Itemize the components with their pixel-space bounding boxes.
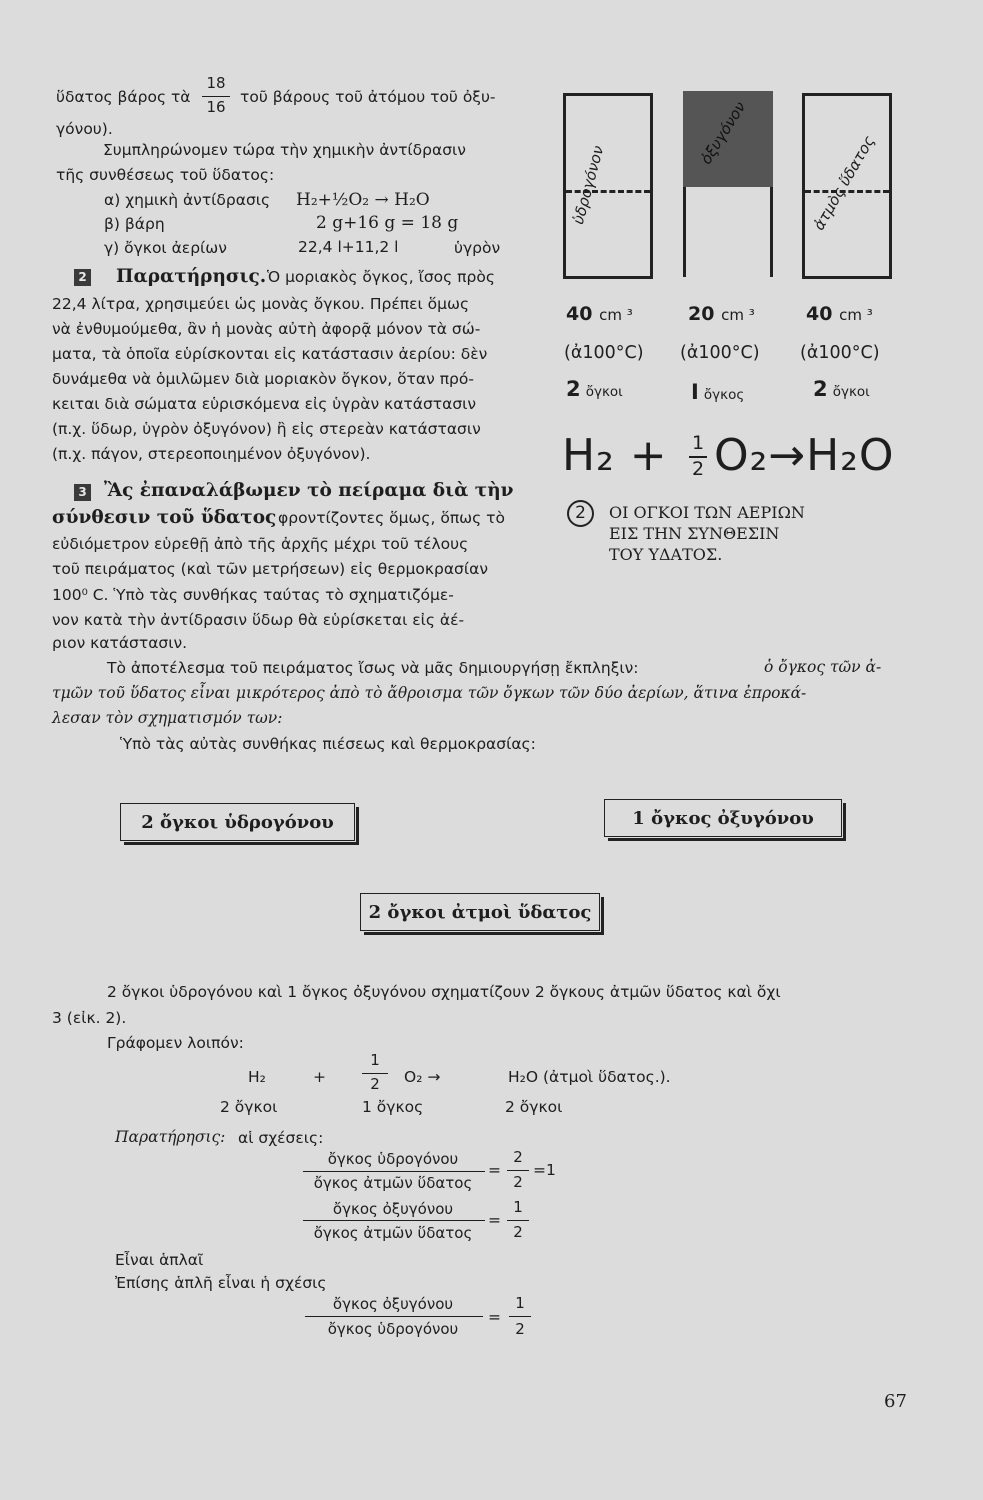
- fraction-line: [507, 1170, 529, 1171]
- text-line: 100⁰ C. Ὑπὸ τὰς συνθήκας ταύτας τὸ σχηματιζόμε-: [52, 586, 454, 604]
- text-line: 2 ὄγκοι ὑδρογόνου καὶ 1 ὄγκος ὀξυγόνου σχηματίζουν 2 ὄγκους ἀτμῶν ὕδατος καὶ ὄχι: [107, 983, 781, 1001]
- reaction-value: 22,4 l+11,2 l: [298, 238, 399, 256]
- fraction-denominator: 2: [513, 1223, 523, 1241]
- ratio-numerator: ὄγκος ὑδρογόνου: [327, 1150, 459, 1168]
- reaction-label: α) χημικὴ ἀντίδρασις: [104, 191, 271, 209]
- text-line: Ὁ μοριακὸς ὄγκος, ἴσος πρὸς: [267, 268, 495, 286]
- cylinder-oxygen: [683, 91, 773, 277]
- text-line: κειται διὰ σώματα εὑρισκόμενα εἰς ὑγρὰν κατάστασιν: [52, 395, 477, 413]
- text-line: Ἐπίσης ἁπλῆ εἶναι ἡ σχέσις: [115, 1274, 327, 1292]
- volume-readout: 20 cm ³: [688, 303, 755, 325]
- fraction-numerator: 1: [370, 1051, 380, 1069]
- text-line: δυνάμεθα νὰ ὁμιλῶμεν διὰ μοριακὸν ὄγκον, ὅταν πρό-: [52, 370, 474, 388]
- text-line: νον κατὰ τὴν ἀντίδρασιν ὕδωρ θὰ εὑρίσκεται εἰς ἀέ-: [52, 611, 465, 629]
- fraction-line: [303, 1220, 485, 1221]
- section-badge: 3: [74, 484, 91, 501]
- fraction-denominator: 2: [513, 1173, 523, 1191]
- text-line: νὰ ἐνθυμούμεθα, ἂν ἡ μονὰς αὐτὴ ἀφορᾷ μόνον τὰ σώ-: [52, 320, 481, 338]
- equals-sign: =: [488, 1211, 501, 1229]
- fraction-line: [303, 1171, 485, 1172]
- section-badge: 2: [74, 269, 91, 286]
- equals-sign: =: [488, 1161, 501, 1179]
- count-label: I ὄγκος: [691, 380, 745, 404]
- count-label: 2 ὄγκοι: [566, 377, 623, 401]
- equation-term: H₂O (ἀτμοὶ ὕδατος.).: [508, 1068, 671, 1086]
- italic-text: λεσαν τὸν σχηματισμόν των:: [52, 709, 283, 727]
- ratio-numerator: ὄγκος ὀξυγόνου: [332, 1295, 454, 1313]
- fraction-line: [362, 1073, 388, 1074]
- box-hydrogen-volumes: 2 ὄγκοι ὑδρογόνου: [120, 803, 355, 841]
- reaction-value: H₂+½O₂ → H₂O: [296, 190, 430, 210]
- text-line: Τὸ ἀποτέλεσμα τοῦ πειράματος ἴσως νὰ μᾶς δημιουργήσῃ ἔκπληξιν:: [107, 659, 639, 677]
- text-line: τοῦ πειράματος (καὶ τῶν μετρήσεων) εἰς θερμοκρασίαν: [52, 560, 488, 578]
- fraction-denominator: 2: [370, 1075, 380, 1093]
- box-steam-volumes: 2 ὄγκοι ἀτμοὶ ὕδατος: [360, 893, 600, 931]
- text-line: Ὑπὸ τὰς αὐτὰς συνθήκας πιέσεως καὶ θερμοκρασίας:: [120, 735, 536, 753]
- text-line: φροντίζοντες ὅμως, ὅπως τὸ: [278, 509, 505, 527]
- fraction-line: [509, 1316, 531, 1317]
- volume-label: 2 ὄγκοι: [220, 1098, 278, 1116]
- text-line: τοῦ βάρους τοῦ ἀτόμου τοῦ ὀξυ-: [240, 88, 496, 106]
- fraction-numerator: 1: [513, 1198, 523, 1216]
- text-line: 22,4 λίτρα, χρησιμεύει ὡς μονὰς ὄγκου. Πρέπει ὅμως: [52, 295, 470, 313]
- reaction-value: 2 g+16 g = 18 g: [316, 213, 459, 233]
- ratio-denominator: ὄγκος ἀτμῶν ὕδατος: [313, 1174, 473, 1192]
- cylinder-hydrogen: [563, 93, 653, 279]
- equation-fraction-den: 2: [691, 458, 705, 480]
- text-line: Εἶναι ἁπλαῖ: [115, 1251, 204, 1269]
- text-line: εὐδιόμετρον εὑρεθῇ ἀπὸ τῆς ἀρχῆς μέχρι τοῦ τέλους: [52, 535, 469, 553]
- text-line: γόνου).: [56, 120, 113, 138]
- reaction-extra: ὑγρὸν: [454, 239, 501, 257]
- section-heading: Ἂς ἐπαναλάβωμεν τὸ πείραμα διὰ τὴν: [104, 480, 514, 501]
- cylinder-steam: [802, 93, 892, 279]
- text-line: ὕδατος βάρος τὰ: [56, 88, 191, 106]
- italic-text: τμῶν τοῦ ὕδατος εἶναι μικρότερος ἀπὸ τὸ ἄθροισμα τῶν ὄγκων τῶν δύο ἀερίων, ἅτινα ἐπροκά-: [52, 684, 807, 702]
- fraction-numerator: 18: [206, 74, 226, 92]
- fraction-line: [507, 1220, 529, 1221]
- italic-text: ὁ ὄγκος τῶν ἀ-: [764, 658, 882, 676]
- cylinder-label: ὀξυγόνον: [696, 98, 750, 168]
- ratio-numerator: ὄγκος ὀξυγόνου: [332, 1200, 454, 1218]
- text-line: ματα, τὰ ὁποῖα εὑρίσκονται εἰς κατάστασιν ἀερίου: δὲν: [52, 345, 488, 363]
- reaction-label: γ) ὄγκοι ἀερίων: [104, 239, 227, 257]
- text-line: (π.χ. ὕδωρ, ὑγρὸν ὀξυγόνον) ἢ εἰς στερεὰν κατάστασιν: [52, 420, 481, 438]
- text-line: αἱ σχέσεις:: [238, 1129, 324, 1147]
- text-line: (π.χ. πάγον, στερεοποιημένον ὀξυγόνον).: [52, 445, 371, 463]
- volume-readout: 40 cm ³: [806, 303, 873, 325]
- text-line: ριον κατάστασιν.: [52, 634, 188, 652]
- fraction-numerator: 1: [515, 1294, 525, 1312]
- fraction-numerator: 2: [513, 1148, 523, 1166]
- text-line: Γράφομεν λοιπόν:: [107, 1034, 244, 1052]
- volume-label: 2 ὄγκοι: [505, 1098, 563, 1116]
- section-heading: Παρατήρησις.: [116, 266, 267, 287]
- fraction-denominator: 2: [515, 1320, 525, 1338]
- volume-readout: 40 cm ³: [566, 303, 633, 325]
- fraction-line: [305, 1316, 483, 1317]
- text-line: Συμπληρώνομεν τώρα τὴν χημικὴν ἀντίδρασιν: [103, 141, 466, 159]
- page-number: 67: [884, 1391, 907, 1412]
- temperature-label: (ἀ100°C): [680, 343, 760, 363]
- equation-right: O₂→H₂O: [714, 430, 895, 481]
- caption-line: ΟΙ ΟΓΚΟΙ ΤΩΝ ΑΕΡΙΩΝ: [609, 503, 805, 522]
- caption-number: 2: [567, 500, 594, 527]
- caption-line: ΕΙΣ ΤΗΝ ΣΥΝΘΕΣΙΝ: [609, 524, 780, 543]
- equation-term: O₂ →: [404, 1068, 441, 1086]
- fraction-denominator: 16: [206, 98, 226, 116]
- equation-term: +: [313, 1068, 326, 1086]
- temperature-label: (ἀ100°C): [564, 343, 644, 363]
- caption-line: ΤΟΥ ΥΔΑΤΟΣ.: [609, 545, 723, 564]
- fraction-line: [202, 96, 230, 97]
- cylinder-label: ἀτμὸς ὕδατος: [809, 132, 879, 234]
- equation-term: H₂: [248, 1068, 266, 1086]
- temperature-label: (ἀ100°C): [800, 343, 880, 363]
- box-oxygen-volume: 1 ὄγκος ὀξυγόνου: [604, 799, 842, 837]
- cylinder-label: ὑδρογόνον: [569, 143, 608, 227]
- text-line: τῆς συνθέσεως τοῦ ὕδατος:: [56, 166, 275, 184]
- text-line: 3 (εἰκ. 2).: [52, 1009, 127, 1027]
- ratio-result: =1: [533, 1161, 556, 1179]
- equation-left: H₂ +: [562, 430, 668, 481]
- reaction-label: β) βάρη: [104, 215, 165, 233]
- ratio-denominator: ὄγκος ἀτμῶν ὕδατος: [313, 1224, 473, 1242]
- equation-fraction-num: 1: [691, 432, 705, 454]
- ratio-denominator: ὄγκος ὑδρογόνου: [327, 1320, 459, 1338]
- count-label: 2 ὄγκοι: [813, 377, 870, 401]
- italic-label: Παρατήρησις:: [115, 1128, 226, 1146]
- empty-space: [686, 187, 770, 277]
- volume-label: 1 ὄγκος: [362, 1098, 424, 1116]
- section-heading: σύνθεσιν τοῦ ὕδατος: [52, 507, 277, 528]
- equals-sign: =: [488, 1308, 501, 1326]
